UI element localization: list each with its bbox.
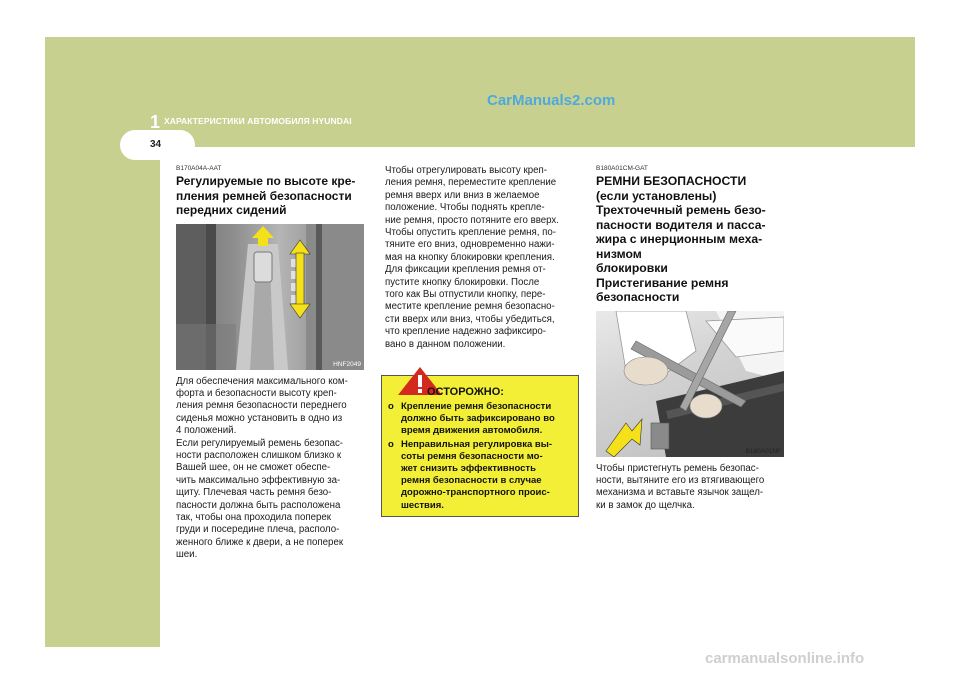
body-line: сиденья можно установить в одно из (176, 412, 343, 424)
heading-line: низмом (596, 246, 642, 261)
body-line: Чтобы пристегнуть ремень безопас- (596, 462, 759, 474)
section-adjust-instructions (385, 165, 575, 351)
body-line: щиту. Плечевая часть ремня безо- (176, 487, 332, 499)
body-line: положение. Чтобы поднять крепле- (385, 202, 545, 214)
section-height-adjustable-anchor (176, 165, 366, 562)
buckling-belt-illustration (596, 311, 784, 457)
heading-line: безопасности (596, 290, 680, 304)
body-line: женного ближе к двери, а не поперек (176, 536, 344, 548)
warning-line: шествия. (401, 499, 444, 511)
warning-item (388, 439, 576, 512)
body-line: вано в данном положении. (385, 338, 506, 350)
body-line: ления ремня безопасности переднего (176, 400, 347, 412)
warning-line: дорожно-транспортного проис- (401, 487, 550, 499)
body-line: шеи. (176, 549, 198, 561)
warning-line: соты ремня безопасности мо- (401, 450, 543, 462)
chapter-number: 1 (150, 112, 161, 132)
body-line: так, чтобы она проходила поперек (176, 511, 332, 523)
body-line: мая на кнопку блокировки крепления. (385, 251, 555, 263)
section-code: B180A01CM-GAT (596, 165, 648, 172)
body-line: чить максимально эффективную за- (176, 474, 341, 486)
body-line: пасности должна быть расположена (176, 499, 341, 511)
bullet: o (388, 438, 394, 450)
warning-line: должно быть зафиксировано во (401, 413, 555, 425)
figure-label: B180A01NF (745, 447, 781, 455)
warning-box (381, 375, 579, 517)
body-line: Для обеспечения максимального ком- (176, 375, 348, 387)
body-line: форта и безопасности высоту креп- (176, 387, 337, 399)
heading-line: жира с инерционным меха- (596, 232, 763, 246)
body-line: ние ремня, просто потяните его вверх. (385, 214, 559, 226)
warning-line: жет снизить эффективность (401, 463, 536, 475)
chapter-title: ХАРАКТЕРИСТИКИ АВТОМОБИЛЯ HYUNDAI (164, 116, 352, 126)
section-body (596, 463, 786, 513)
page-number: 34 (150, 139, 162, 150)
warning-line: Крепление ремня безопасности (401, 401, 552, 412)
body-line: груди и посередине плеча, располо- (176, 524, 340, 536)
heading-line: передних сидений (176, 203, 287, 217)
heading-line: РЕМНИ БЕЗОПАСНОСТИ (596, 174, 747, 188)
heading-line: блокировки (596, 261, 668, 275)
section-code: B170A04A-AAT (176, 165, 222, 172)
warning-line: Неправильная регулировка вы- (401, 438, 553, 450)
warning-title: ОСТОРОЖНО: (427, 386, 504, 398)
body-line: 4 положений. (176, 425, 237, 437)
section-body (385, 165, 575, 351)
heading-line: пасности водителя и пасса- (596, 217, 766, 232)
warning-line: ремня безопасности в случае (401, 475, 542, 487)
belt-anchor-figure (176, 224, 364, 370)
section-heading (596, 174, 786, 305)
body-line: ности расположен слишком близко к (176, 449, 342, 461)
section-body (176, 376, 366, 562)
warning-item (388, 401, 576, 438)
body-line: Чтобы опустить крепление ремня, по- (385, 227, 557, 239)
body-line: Если регулируемый ремень безопас- (176, 437, 344, 449)
body-line: сти вверх или вниз, чтобы убедиться, (385, 313, 555, 325)
watermark-link-bottom[interactable]: carmanualsonline.info (705, 650, 865, 667)
belt-anchor-illustration (176, 224, 364, 370)
side-strip (45, 147, 160, 647)
heading-line: (если установлены) (596, 188, 717, 203)
heading-line: пления ремней безопасности (176, 188, 352, 203)
body-line: местите крепление ремня безопасно- (385, 301, 555, 313)
warning-line: время движения автомобиля. (401, 425, 543, 437)
section-heading (176, 174, 366, 218)
body-line: Вашей шее, он не сможет обеспе- (176, 462, 331, 474)
body-line: того как Вы отпустили кнопку, пере- (385, 289, 546, 301)
warning-list (388, 401, 576, 513)
watermark-link-top[interactable]: CarManuals2.com (487, 92, 616, 109)
heading-line: Пристегивание ремня (596, 275, 729, 290)
heading-line: Трехточечный ремень безо- (596, 203, 766, 217)
body-line: Чтобы отрегулировать высоту креп- (385, 165, 547, 176)
bullet: o (388, 401, 394, 412)
body-line: тяните его вниз, одновременно нажи- (385, 239, 555, 251)
figure-label: HNF2049 (333, 360, 361, 368)
body-line: механизма и вставьте язычок защел- (596, 487, 764, 499)
heading-line: Регулируемые по высоте кре- (176, 174, 356, 188)
buckling-belt-figure (596, 311, 784, 457)
body-line: пустите кнопку блокировки. После (385, 276, 540, 288)
body-line: ремня вверх или вниз в желаемое (385, 189, 540, 201)
body-line: что крепление надежно зафиксиро- (385, 326, 546, 338)
section-seat-belts (596, 165, 786, 512)
body-line: Для фиксации крепления ремня от- (385, 264, 546, 276)
body-line: ки в замок до щелчка. (596, 499, 695, 511)
body-line: ления ремня, переместите крепление (385, 177, 557, 189)
body-line: ности, вытяните его из втягивающего (596, 474, 765, 486)
